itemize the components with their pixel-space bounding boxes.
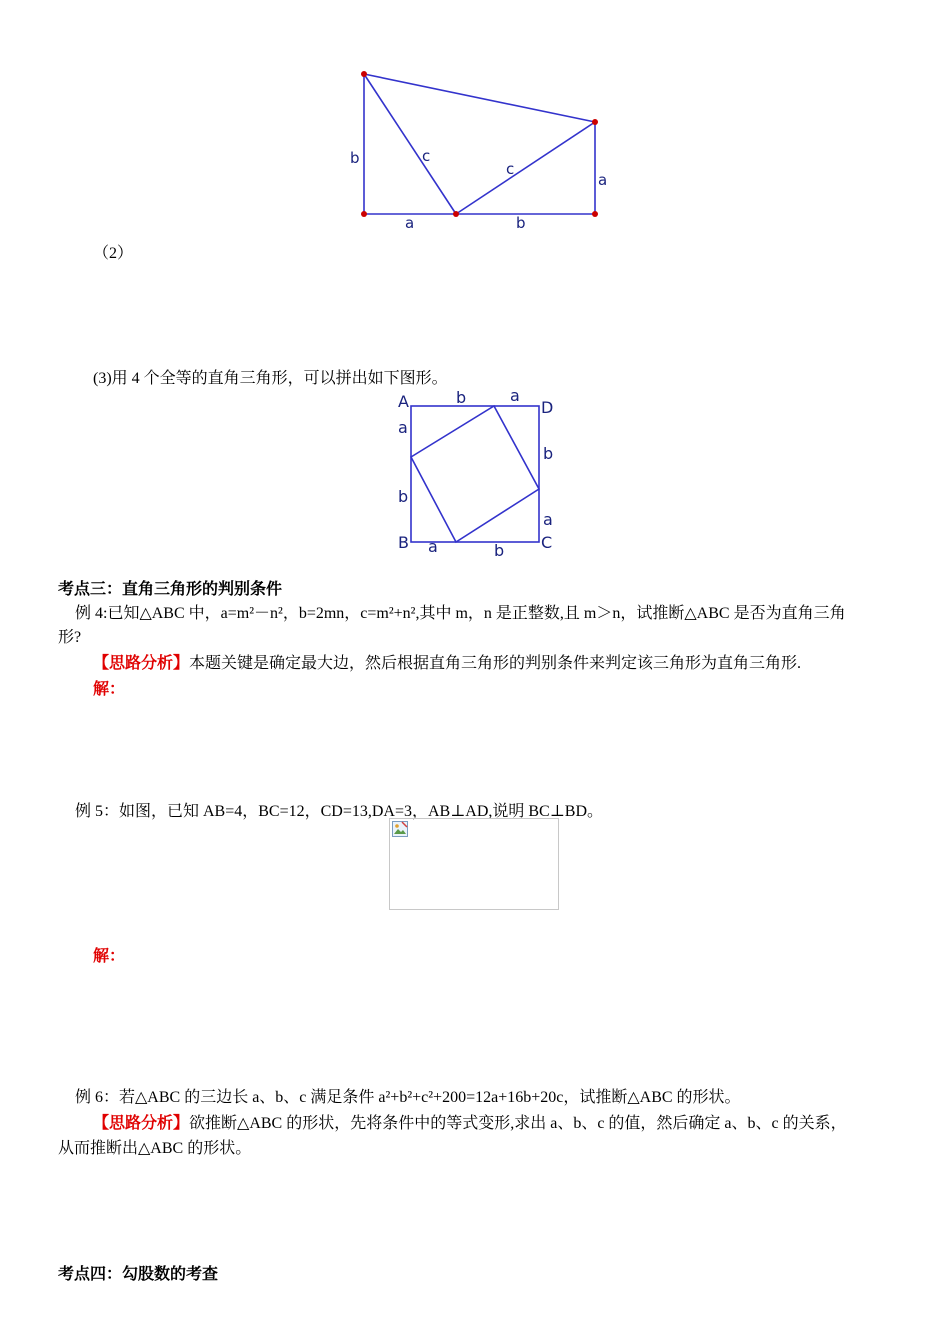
broken-image-icon xyxy=(392,821,408,837)
label-b-left: b xyxy=(350,149,360,167)
side-bottom-a: a xyxy=(428,537,438,556)
example-5-text: 例 5：如图，已知 AB=4，BC=12，CD=13,DA=3，AB⊥AD,说明 BC⊥BD。 xyxy=(75,803,604,820)
example-6-text: 例 6：若△ABC 的三边长 a、b、c 满足条件 a²+b²+c²+200=12a+16b+20c，试推断△ABC 的形状。 xyxy=(75,1089,741,1106)
example-4-line-2: 形? xyxy=(58,629,82,646)
side-top-b: b xyxy=(456,388,467,407)
side-right-b: b xyxy=(543,444,554,463)
analysis-tag: 【思路分析】 xyxy=(93,655,190,672)
label-c-left: c xyxy=(422,147,431,165)
label-c-right: c xyxy=(506,160,515,178)
corner-A: A xyxy=(398,392,409,411)
analysis-tag: 【思路分析】 xyxy=(93,1115,190,1132)
corner-C: C xyxy=(541,533,553,552)
label-a-right: a xyxy=(598,171,608,189)
figure-3-intro: (3)用 4 个全等的直角三角形，可以拼出如下图形。 xyxy=(93,370,448,387)
example-4-analysis xyxy=(93,650,801,673)
side-bottom-b: b xyxy=(494,541,505,560)
example-6-analysis-line-1 xyxy=(93,1110,847,1133)
example-5-solution-label: 解： xyxy=(93,948,126,965)
example-6-analysis-line-2: 从而推断出△ABC 的形状。 xyxy=(58,1140,252,1157)
example-4-solution-label: 解： xyxy=(93,681,126,698)
side-top-a: a xyxy=(510,386,520,405)
section-3-heading: 考点三：直角三角形的判别条件 xyxy=(58,581,283,598)
label-b-bottom: b xyxy=(516,214,526,232)
example-5-image-placeholder xyxy=(389,818,559,910)
label-a-bottom: a xyxy=(405,214,415,232)
corner-B: B xyxy=(398,533,409,552)
side-left-b: b xyxy=(398,487,409,506)
section-4-heading: 考点四：勾股数的考查 xyxy=(58,1266,219,1283)
figure-2-caption: （2） xyxy=(93,245,134,262)
analysis-text: 本题关键是确定最大边，然后根据直角三角形的判别条件来判定该三角形为直角三角形. xyxy=(189,655,802,672)
example-4-line-1: 例 4:已知△ABC 中，a=m²－n²，b=2mn，c=m²+n²,其中 m，n 是正整数,且 m＞n，试推断△ABC 是否为直角三角 xyxy=(75,605,846,622)
side-right-a: a xyxy=(543,510,553,529)
side-left-a: a xyxy=(398,418,408,437)
corner-D: D xyxy=(541,398,554,417)
figure-2-trapezoid xyxy=(340,60,620,240)
figure-3-square xyxy=(390,385,560,560)
analysis-text: 欲推断△ABC 的形状，先将条件中的等式变形,求出 a、b、c 的值，然后确定 a、b、c 的关系， xyxy=(189,1115,847,1132)
